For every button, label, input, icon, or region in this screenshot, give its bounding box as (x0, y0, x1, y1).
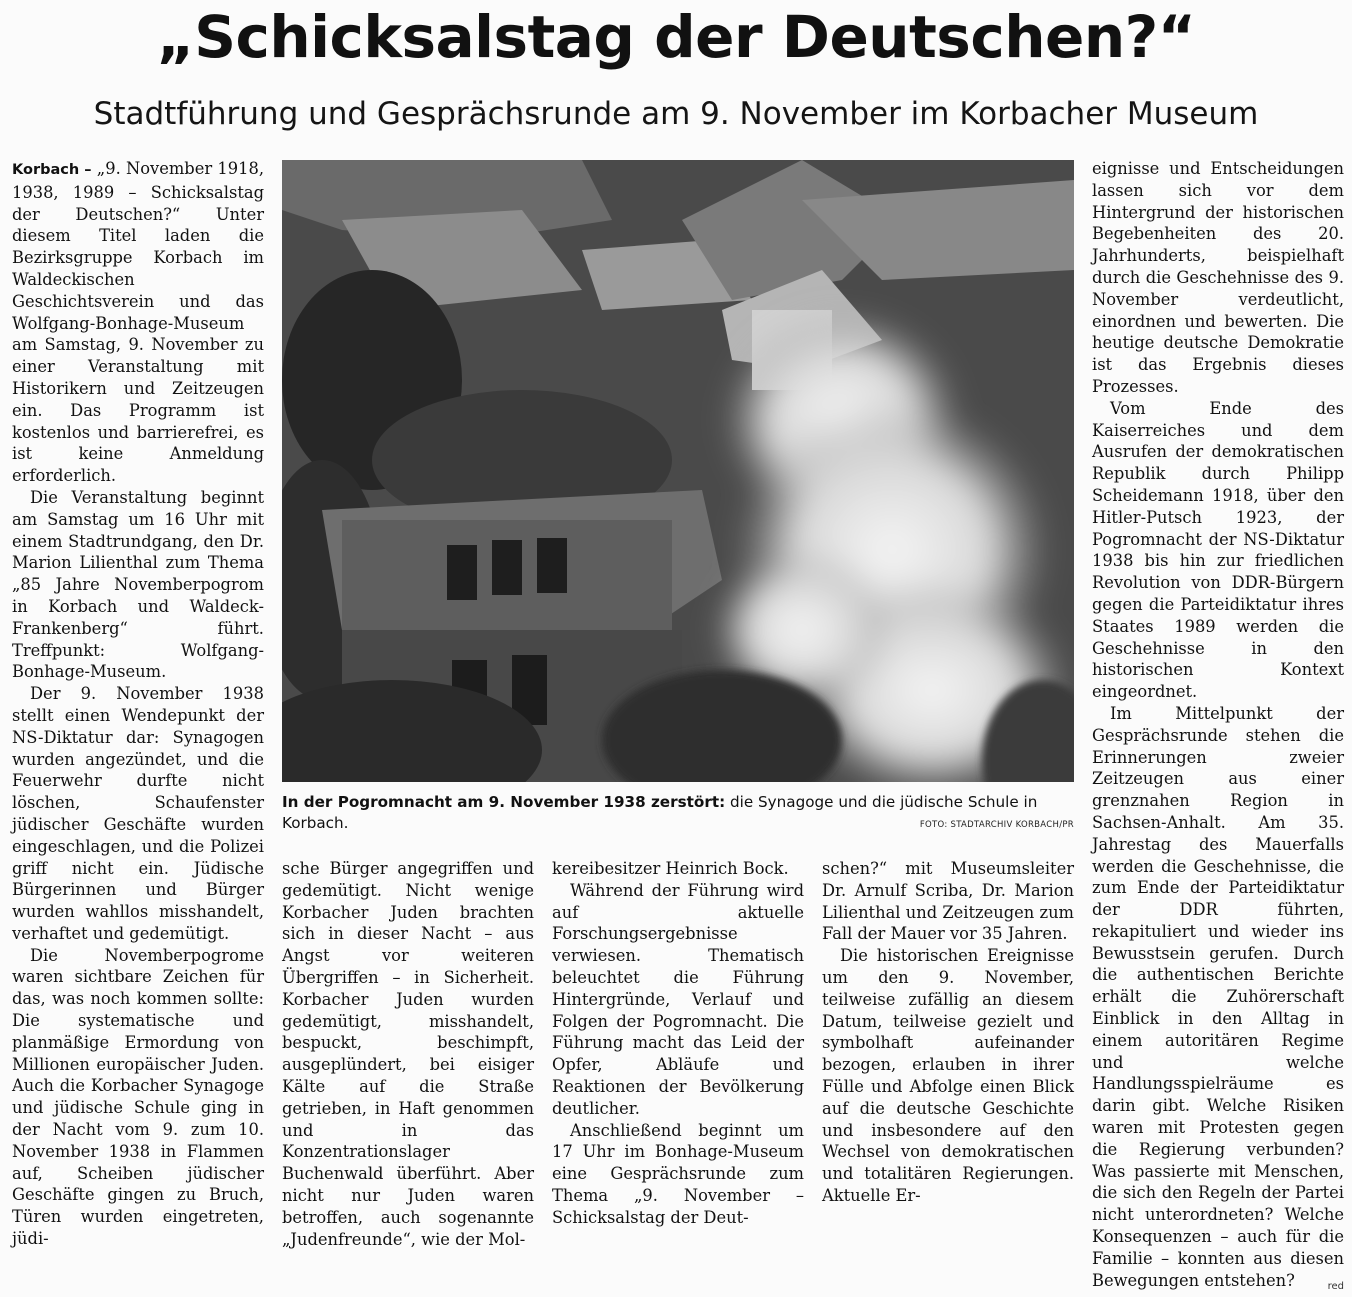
headline: „Schicksalstag der Deutschen?“ (156, 3, 1196, 71)
paragraph: Während der Führung wird auf aktuelle Forschungsergebnisse verwiesen. Thematisch beleuchtet die Führung Hintergründe, Verlauf und Folgen der Pogromnacht. Die Führung macht das Leid der Opfer, Abläufe und Reaktionen der Bevölkerung deutlicher. (552, 880, 804, 1118)
paragraph (1092, 703, 1344, 1292)
article-column-3 (552, 858, 804, 1229)
article-column-4 (822, 858, 1074, 1207)
article-column-2 (282, 858, 534, 1250)
article-photo (282, 160, 1074, 782)
photo-credit: FOTO: STADTARCHIV KORBACH/PR (919, 820, 1074, 830)
caption-text: die Synagoge und die jüdische Schule in Korbach. (282, 793, 1038, 832)
paragraph-text: Im Mittelpunkt der Gesprächsrunde stehen die Erinnerungen zweier Zeitzeugen aus einer grenznahen Region in Sachsen-Anhalt. Am 35. Jahrestag des Mauerfalls werden die Geschehnisse, die zum Ende der Parteidiktatur der DDR führten, rekapituliert und wieder ins Bewusstsein gerufen. Durch die authentischen Berichte erhält die Zuhörerschaft Einblick in den Alltag in einem autoritären Regime und welche Handlungsspielräume es darin gibt. Welche Risiken waren mit Protesten gegen die Regierung verbunden? Was passierte mit Menschen, die sich den Regeln der Partei nicht unterordneten? Welche Konsequenzen – auch für die Familie – konnten aus diesen Bewegungen entstehen? (1092, 703, 1344, 1290)
paragraph: Die Veranstaltung beginnt am Samstag um 16 Uhr mit einem Stadtrundgang, den Dr. Marion Lilienthal zum Thema „85 Jahre Novemberpogrom in Korbach und Waldeck-Frankenberg“ führt. Treffpunkt: Wolfgang-Bonhage-Museum. (12, 487, 264, 682)
paragraph: sche Bürger angegriffen und gedemütigt. Nicht wenige Korbacher Juden brachten sich in dieser Nacht – aus Angst vor weiteren Übergriffen – in Sicherheit. Korbacher Juden wurden gedemütigt, misshandelt, bespuckt, beschimpft, ausgeplündert, bei eisiger Kälte auf die Straße getrieben, in Haft genommen und in das Konzentrationslager Buchenwald überführt. Aber nicht nur Juden waren betroffen, auch sogenannte „Judenfreunde“, wie der Mol- (282, 859, 534, 1249)
dateline: Korbach – (12, 162, 92, 178)
paragraph: Vom Ende des Kaiserreiches und dem Ausrufen der demokratischen Republik durch Philipp Scheidemann 1918, über den Hitler-Putsch 1923, der Pogromnacht der NS-Diktatur 1938 bis hin zur friedlichen Revolution von DDR-Bürgern gegen die Parteidiktatur ihres Staates 1989 werden die Geschehnisse in den historischen Kontext eingeordnet. (1092, 398, 1344, 702)
paragraph: Die historischen Ereignisse um den 9. November, teilweise zufällig an diesem Datum, teilweise gezielt und symbolhaft aufeinander bezogen, erlauben in ihrer Fülle und Abfolge einen Blick auf die deutsche Geschichte und insbesondere auf den Wechsel von demokratischen und totalitären Regierungen. Aktuelle Er- (822, 946, 1074, 1205)
caption-lead: In der Pogromnacht am 9. November 1938 zerstört: (282, 793, 726, 811)
paragraph (12, 158, 264, 487)
paragraph: Die Novemberpogrome waren sichtbare Zeichen für das, was noch kommen sollte: Die systematische und planmäßige Ermordung von Millionen europäischer Juden. Auch die Korbacher Synagoge und jüdische Schule ging in der Nacht vom 9. zum 10. November 1938 in Flammen auf, Scheiben jüdischer Geschäfte gingen zu Bruch, Türen wurden eingetreten, jüdi- (12, 945, 264, 1249)
paragraph: schen?“ mit Museumsleiter Dr. Arnulf Scriba, Dr. Marion Lilienthal und Zeitzeugen zum Fall der Mauer vor 35 Jahren. (822, 859, 1074, 944)
paragraph: Der 9. November 1938 stellt einen Wendepunkt der NS-Diktatur dar: Synagogen wurden angezündet, und die Feuerwehr durfte nicht löschen, Schaufenster jüdischer Geschäfte wurden eingeschlagen, und die Polizei griff nicht ein. Jüdische Bürgerinnen und Bürger wurden wahllos misshandelt, verhaftet und gedemütigt. (12, 684, 264, 943)
author-signature: red (1327, 1280, 1344, 1292)
subheadline: Stadtführung und Gesprächsrunde am 9. November im Korbacher Museum (93, 96, 1259, 132)
article-column-5 (1092, 158, 1344, 1297)
article-column-1 (12, 158, 264, 1250)
paragraph-text: „9. November 1918, 1938, 1989 – Schicksalstag der Deutschen?“ Unter diesem Titel laden die Bezirksgruppe Korbach im Waldeckischen Geschichtsverein und das Wolfgang-Bonhage-Museum am Samstag, 9. November zu einer Veranstaltung mit Historikern und Zeitzeugen ein. Das Programm ist kostenlos und barrierefrei, es ist keine Anmeldung erforderlich. (12, 159, 264, 486)
paragraph: kereibesitzer Heinrich Bock. (552, 859, 789, 878)
paragraph: Anschließend beginnt um 17 Uhr im Bonhage-Museum eine Gesprächsrunde zum Thema „9. November – Schicksalstag der Deut- (552, 1120, 804, 1227)
synagogue-ruin-photo (282, 160, 1074, 782)
paragraph: eignisse und Entscheidungen lassen sich vor dem Hintergrund der historischen Begebenheiten des 20. Jahrhunderts, beispielhaft durch die Geschehnisse des 9. November verdeutlicht, einordnen und bewerten. Die heutige deutsche Demokratie ist das Ergebnis dieses Prozesses. (1092, 159, 1344, 396)
